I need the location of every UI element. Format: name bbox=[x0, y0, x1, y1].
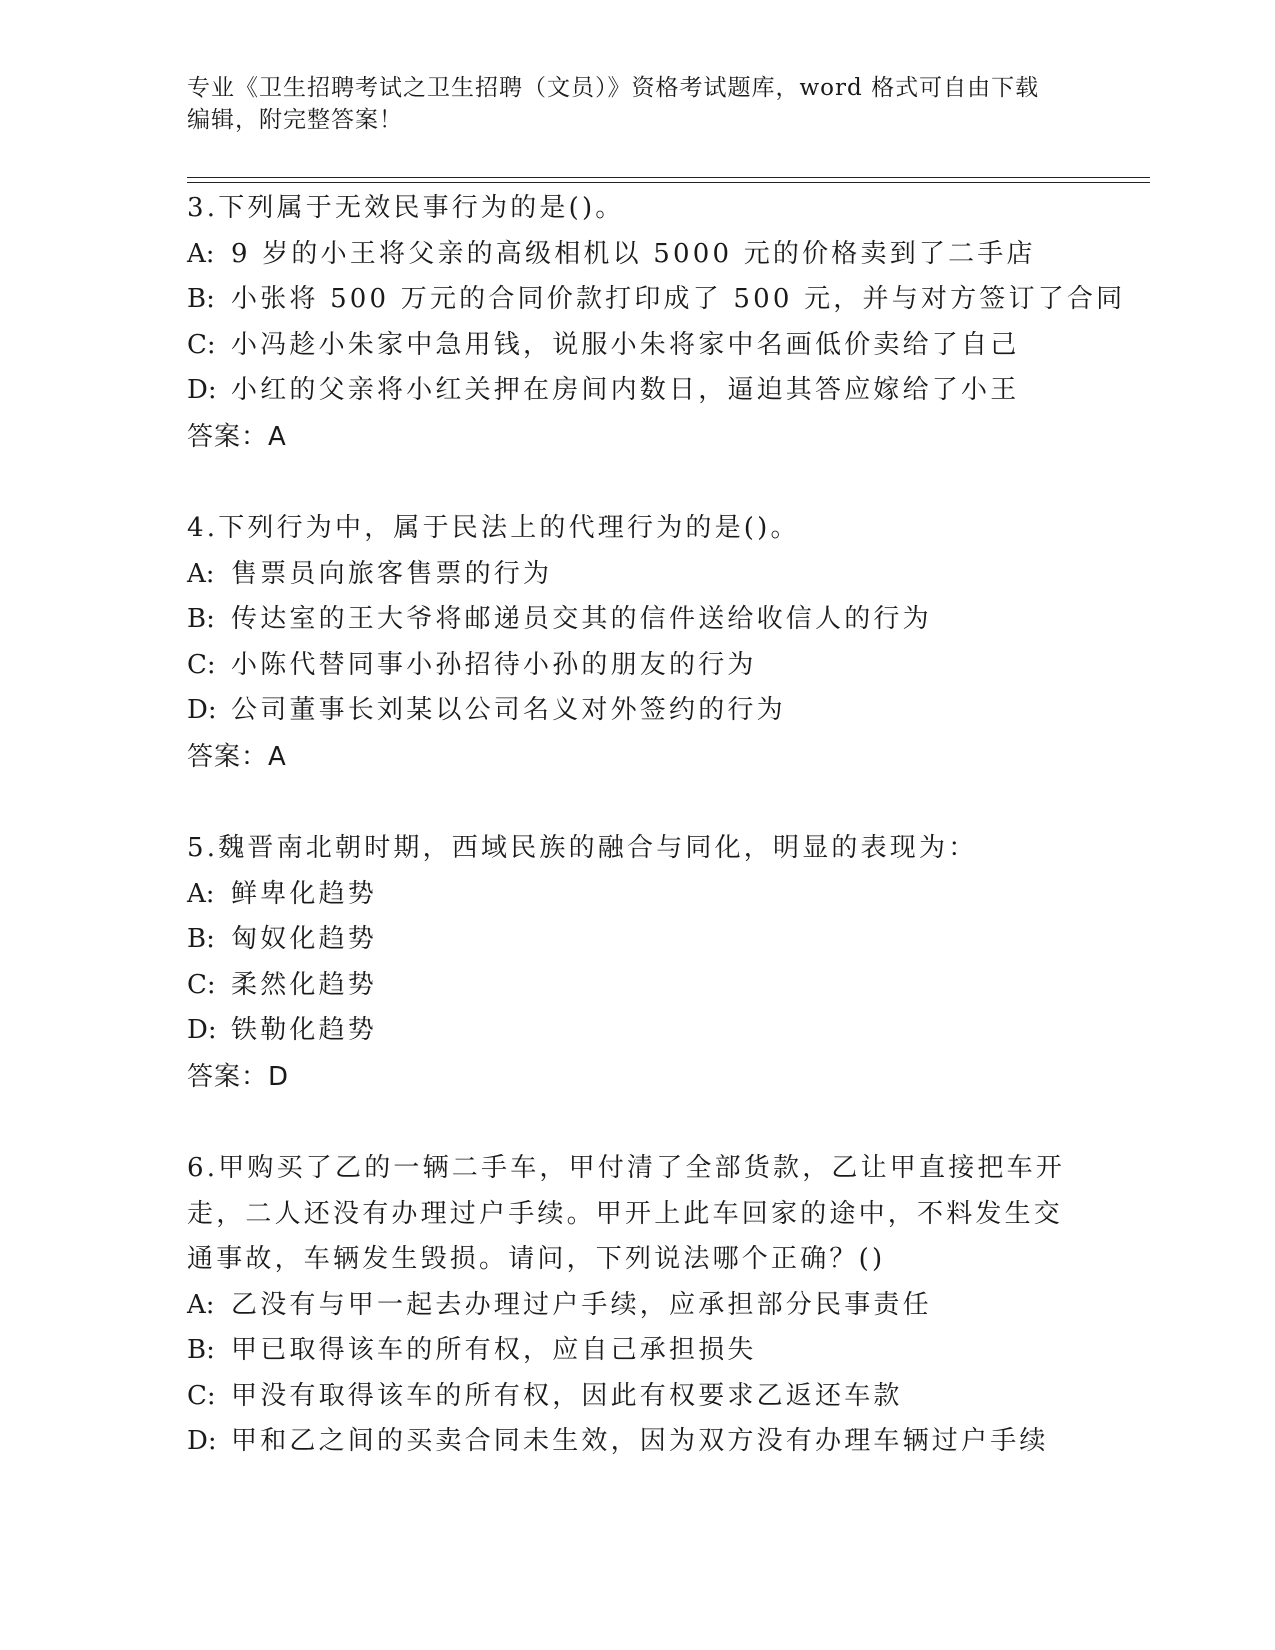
answer-label: 答案：A bbox=[187, 741, 287, 772]
option-b bbox=[187, 917, 1147, 963]
question-stem: 3.下列属于无效民事行为的是()。 bbox=[187, 193, 625, 223]
option-text: 小冯趁小朱家中急用钱，说服小朱将家中名画低价卖给了自己 bbox=[231, 329, 1020, 360]
option-c bbox=[187, 963, 1147, 1009]
option-a bbox=[187, 1283, 1147, 1329]
option-text: 小陈代替同事小孙招待小孙的朋友的行为 bbox=[231, 649, 757, 680]
question-item bbox=[187, 826, 1147, 1100]
header-divider-top bbox=[187, 177, 1150, 178]
option-letter: D: bbox=[187, 375, 217, 406]
option-letter: A: bbox=[187, 1289, 215, 1320]
option-text: 铁勒化趋势 bbox=[231, 1015, 378, 1046]
option-letter: C: bbox=[187, 649, 216, 680]
option-c bbox=[187, 1374, 1147, 1420]
option-d bbox=[187, 1419, 1147, 1465]
header-line-2: 编辑，附完整答案！ bbox=[187, 107, 403, 133]
option-b bbox=[187, 597, 1147, 643]
option-c bbox=[187, 323, 1147, 369]
option-letter: C: bbox=[187, 969, 216, 1000]
option-letter: A: bbox=[187, 238, 215, 269]
option-letter: B: bbox=[187, 1335, 215, 1366]
question-stem: 4.下列行为中，属于民法上的代理行为的是()。 bbox=[187, 512, 800, 543]
option-text: 小红的父亲将小红关押在房间内数日，逼迫其答应嫁给了小王 bbox=[231, 375, 1020, 406]
question-stem-line-1: 6.甲购买了乙的一辆二手车，甲付清了全部货款，乙让甲直接把车开 bbox=[187, 1152, 1066, 1183]
question-list bbox=[187, 186, 1147, 1511]
option-b bbox=[187, 1328, 1147, 1374]
question-stem-line-3: 通事故，车辆发生毁损。请问，下列说法哪个正确？() bbox=[187, 1244, 886, 1275]
option-text: 匈奴化趋势 bbox=[231, 924, 378, 955]
option-letter: B: bbox=[187, 284, 215, 315]
option-letter: B: bbox=[187, 604, 215, 635]
header-divider-bottom bbox=[187, 182, 1150, 183]
option-a bbox=[187, 232, 1147, 278]
option-letter: D: bbox=[187, 695, 217, 726]
question-stem-line-2: 走，二人还没有办理过户手续。甲开上此车回家的途中，不料发生交 bbox=[187, 1198, 1064, 1229]
answer-label: 答案：A bbox=[187, 421, 287, 452]
option-d bbox=[187, 368, 1147, 414]
option-text: 甲没有取得该车的所有权，因此有权要求乙返还车款 bbox=[231, 1380, 903, 1411]
option-text: 9 岁的小王将父亲的高级相机以 5000 元的价格卖到了二手店 bbox=[231, 238, 1036, 269]
question-stem: 5.魏晋南北朝时期，西域民族的融合与同化，明显的表现为： bbox=[187, 832, 978, 863]
header-line-1: 专业《卫生招聘考试之卫生招聘（文员）》资格考试题库，word 格式可自由下载 bbox=[187, 75, 1040, 101]
option-d bbox=[187, 1008, 1147, 1054]
option-text: 售票员向旅客售票的行为 bbox=[231, 558, 553, 589]
option-text: 甲和乙之间的买卖合同未生效，因为双方没有办理车辆过户手续 bbox=[231, 1426, 1049, 1457]
option-letter: A: bbox=[187, 558, 215, 589]
option-d bbox=[187, 688, 1147, 734]
answer-label: 答案：D bbox=[187, 1061, 290, 1092]
option-letter: B: bbox=[187, 924, 215, 955]
option-letter: C: bbox=[187, 329, 216, 360]
option-a bbox=[187, 552, 1147, 598]
option-b bbox=[187, 277, 1147, 323]
option-text: 小张将 500 万元的合同价款打印成了 500 元，并与对方签订了合同 bbox=[231, 284, 1126, 315]
option-letter: A: bbox=[187, 878, 215, 909]
option-text: 甲已取得该车的所有权，应自己承担损失 bbox=[231, 1335, 757, 1366]
option-a bbox=[187, 872, 1147, 918]
question-item bbox=[187, 1146, 1147, 1465]
option-text: 柔然化趋势 bbox=[231, 969, 378, 1000]
option-text: 鲜卑化趋势 bbox=[231, 878, 378, 909]
option-text: 乙没有与甲一起去办理过户手续，应承担部分民事责任 bbox=[231, 1289, 932, 1320]
question-item bbox=[187, 186, 1147, 460]
option-text: 传达室的王大爷将邮递员交其的信件送给收信人的行为 bbox=[231, 604, 932, 635]
option-letter: C: bbox=[187, 1380, 216, 1411]
question-item bbox=[187, 506, 1147, 780]
document-header bbox=[187, 72, 1087, 136]
option-letter: D: bbox=[187, 1426, 217, 1457]
option-letter: D: bbox=[187, 1015, 217, 1046]
option-text: 公司董事长刘某以公司名义对外签约的行为 bbox=[231, 695, 786, 726]
option-c bbox=[187, 643, 1147, 689]
